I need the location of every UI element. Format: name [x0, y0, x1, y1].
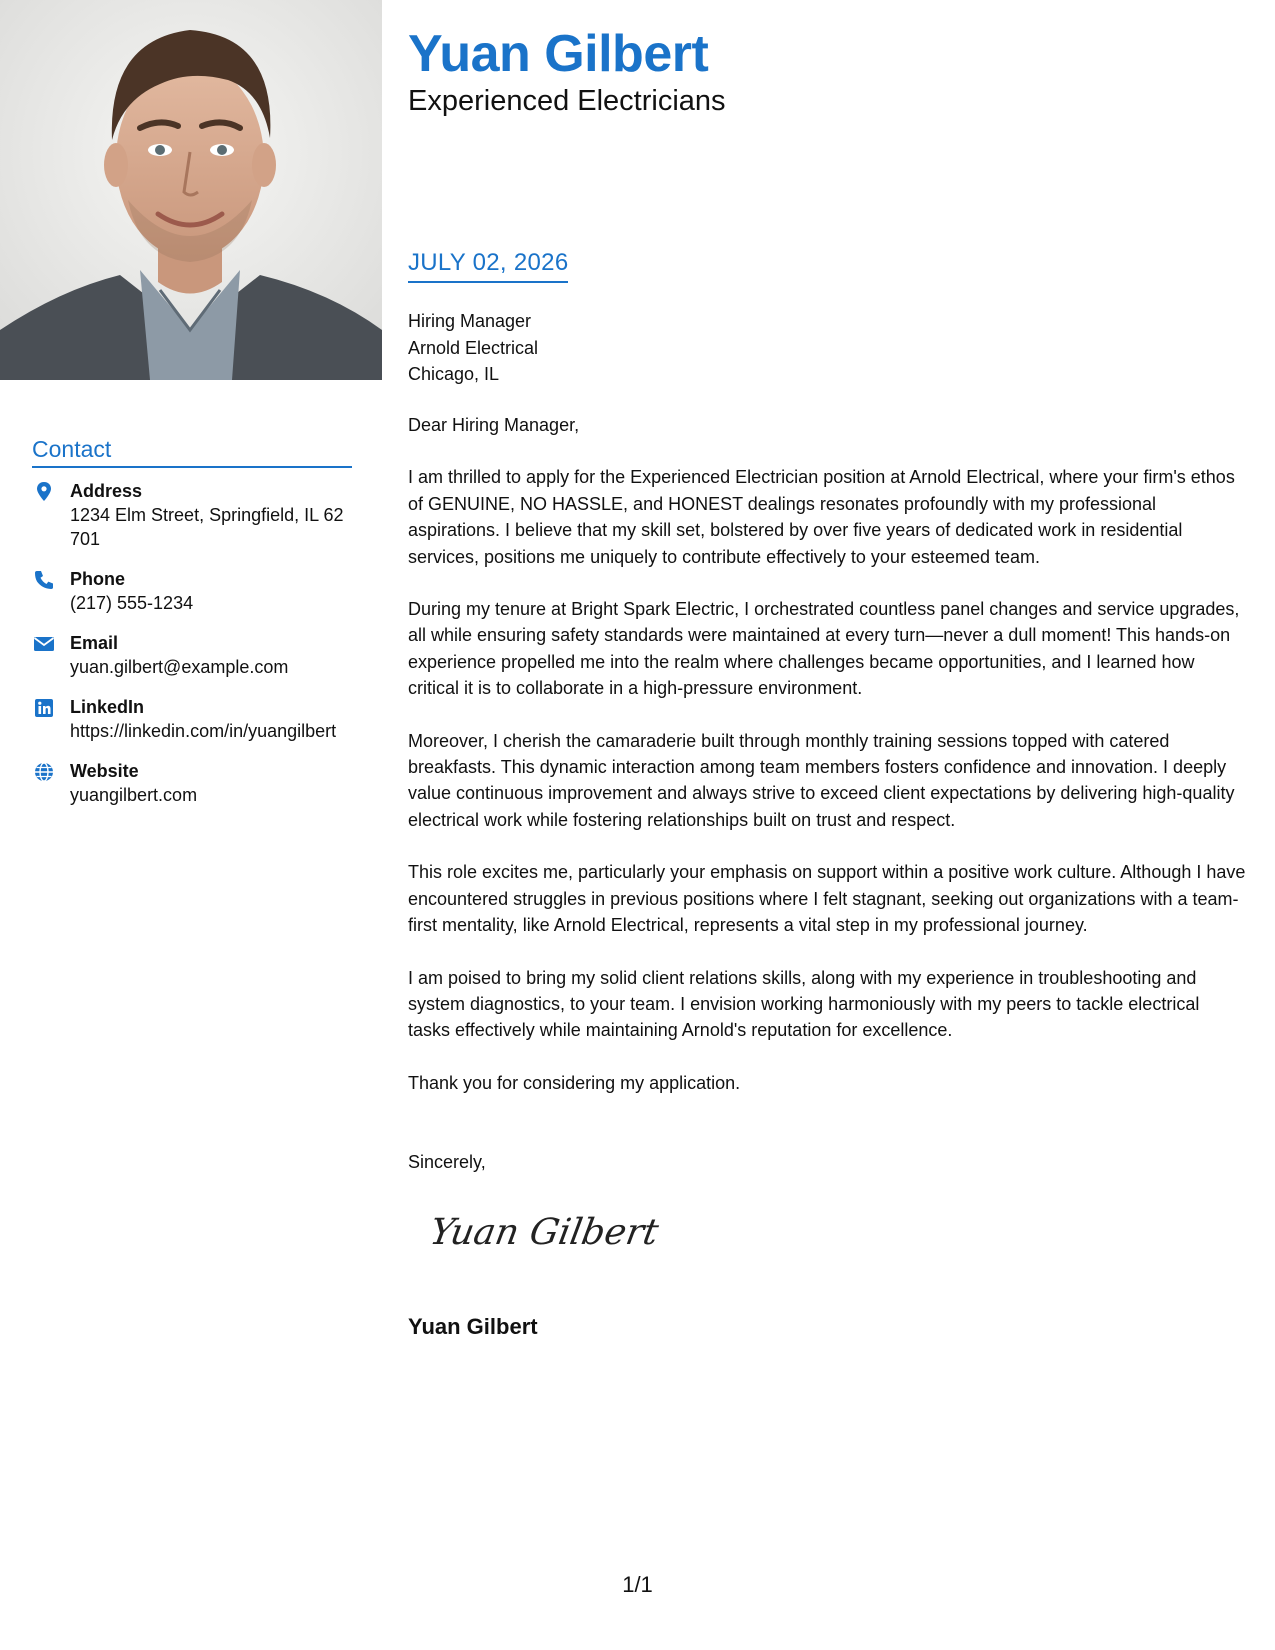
contact-linkedin: [32, 696, 352, 743]
contact-sidebar: [32, 436, 352, 824]
contact-website: [32, 760, 352, 807]
linkedin-icon: [32, 697, 56, 719]
contact-label: Address: [70, 481, 143, 501]
greeting: Dear Hiring Manager,: [408, 415, 580, 435]
phone-value: (217) 555-1234: [70, 593, 194, 613]
email-value[interactable]: yuan.gilbert@example.com: [70, 657, 289, 677]
recipient-line: Chicago, IL: [408, 364, 500, 384]
letter-paragraph: I am poised to bring my solid client relations skills, along with my experience in troubleshooting and system diagnostics, to your team. I envision working harmoniously with my peers to tackle electrical tasks effectively while maintaining Arnold's reputation for excellence.: [408, 967, 1200, 1041]
contact-label: LinkedIn: [70, 697, 145, 717]
contact-label: Website: [70, 761, 139, 781]
page-number: 1/1: [622, 1572, 653, 1597]
recipient-block: [408, 308, 538, 388]
contact-phone: [32, 568, 352, 615]
candidate-name: Yuan Gilbert: [408, 25, 709, 83]
closing: Sincerely,: [408, 1152, 486, 1172]
letter-main: [408, 24, 1248, 1339]
letter-body: [408, 412, 1246, 1122]
letter-paragraph: This role excites me, particularly your emphasis on support within a positive work culture. Although I have encountered struggles in previous positions where I felt stagnant, seeking out organizations with a team-first mentality, like Arnold Electrical, represents a vital step in my professional journey.: [408, 862, 1246, 936]
phone-icon: [32, 569, 56, 591]
location-pin-icon: [32, 481, 56, 503]
letter-paragraph: During my tenure at Bright Spark Electric, I orchestrated countless panel changes and service upgrades, all while ensuring safety standards were maintained at every turn—never a dull moment! This hands-on experience propelled me into the realm where challenges became opportunities, and I learned how critical it is to collaborate in a high-pressure environment.: [408, 599, 1240, 699]
contact-email: [32, 632, 352, 679]
email-icon: [32, 633, 56, 655]
letter-paragraph: I am thrilled to apply for the Experienced Electrician position at Arnold Electrical, where your firm's ethos of GENUINE, NO HASSLE, and HONEST dealings resonates profoundly with my professional aspirations. I believe that my skill set, bolstered by over five years of dedicated work in residential services, positions me uniquely to contribute effectively to your esteemed team.: [408, 467, 1235, 567]
signature-text: Yuan Gilbert: [432, 1210, 662, 1253]
globe-icon: [32, 761, 56, 783]
contact-label: Email: [70, 633, 119, 653]
profile-photo: [0, 0, 382, 380]
address-value: 1234 Elm Street, Springfield, IL 62701: [70, 505, 344, 549]
letter-date: JULY 02, 2026: [408, 249, 568, 283]
signed-name: Yuan Gilbert: [408, 1314, 538, 1339]
website-value[interactable]: yuangilbert.com: [70, 785, 198, 805]
signature-image: [432, 1200, 672, 1264]
contact-label: Phone: [70, 569, 126, 589]
candidate-title: Experienced Electricians: [408, 85, 726, 117]
contact-list: [32, 480, 352, 807]
contact-address: [32, 480, 352, 551]
letter-paragraph: Moreover, I cherish the camaraderie built through monthly training sessions topped with catered breakfasts. This dynamic interaction among team members fosters confidence and innovation. I deeply value continuous improvement and always strive to exceed client expectations by delivering high-quality electrical work while fostering relationships built on trust and respect.: [408, 730, 1235, 830]
recipient-line: Arnold Electrical: [408, 337, 539, 358]
letter-paragraph: Thank you for considering my application.: [408, 1072, 741, 1093]
recipient-line: Hiring Manager: [408, 311, 532, 331]
linkedin-value[interactable]: https://linkedin.com/in/yuangilbert: [70, 721, 337, 741]
contact-heading: Contact: [32, 436, 352, 468]
